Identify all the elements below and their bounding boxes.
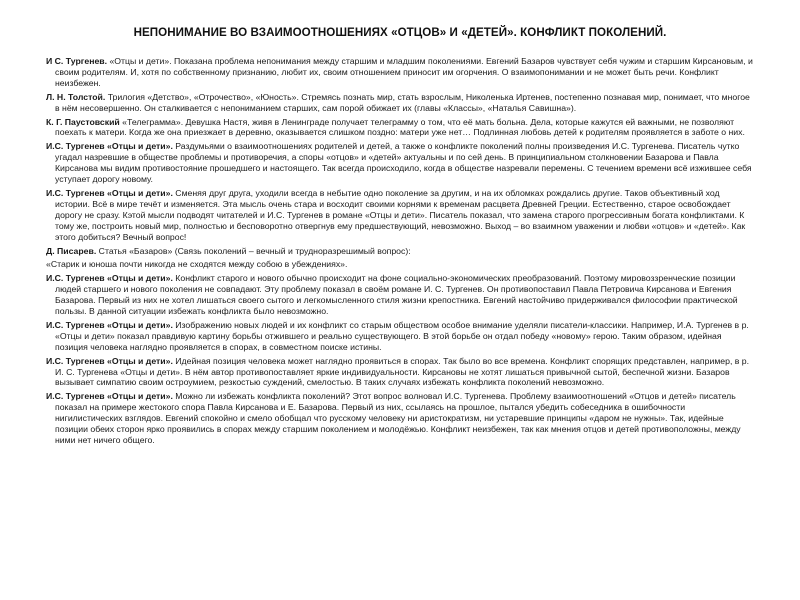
entry-author: И.С. Тургенев «Отцы и дети». [46, 273, 173, 284]
entry-author: Д. Писарев. [46, 245, 97, 256]
entry-author: И.С. Тургенев «Отцы и дети». [46, 187, 173, 198]
entry-text: Трилогия «Детство», «Отрочество», «Юность». Стремясь познать мир, стать взрослым, Николенька Иртенев, постепенно познавая мир, понимает, что многое в нём несовершенно. Он сталкивается с непониманием старших, сам порой обижает их (главы «Классы», «Наталья Савишна»). [55, 91, 750, 113]
entry-turgenev-5 [46, 320, 754, 353]
entries-list [46, 56, 754, 446]
entry-pisarev-quote [46, 259, 754, 270]
entry-text: Можно ли избежать конфликта поколений? Этот вопрос волновал И.С. Тургенева. Проблему взаимоотношений «Отцов и детей» писатель показал на примере жестокого спора Павла Кирсанова и Е. Базарова. Первый из них, ссылаясь на прошлое, пытался убедить собеседника в ошибочности нигилистических взглядов. Евгений спокойно и смело обобщал что русскому человеку ни аристократизм, ни устаревшие принципы «даром не нужны». Так, идейные позиции обеих сторон ярко проявились в спорах между старшим поколением и молодёжью. Конфликт неизбежен, так как мнения отцов и детей противоположны, между ними нет ничего общего. [55, 391, 741, 445]
entry-turgenev-2 [46, 141, 754, 185]
entry-author: И С. Тургенев. [46, 56, 108, 66]
entry-author: И.С. Тургенев «Отцы и дети». [46, 355, 173, 366]
entry-author: Л. Н. Толстой. [46, 91, 106, 102]
entry-tolstoy [46, 92, 754, 114]
entry-text: «Телеграмма». Девушка Настя, живя в Ленинграде получает телеграмму о том, что её мать больна. Дела, которые кажутся ей важными, не позволяют поехать к матери. Когда же она приезжает в деревню, оказывается слишком поздно: матери уже нет… Подлинная любовь детей к родителям проявляется в заботе о них. [55, 116, 745, 138]
entry-paustovsky [46, 117, 754, 139]
entry-text: Раздумьями о взаимоотношениях родителей и детей, а также о конфликте поколений полны произведения И.С. Тургенева. Писатель чутко угадал назревшие в обществе проблемы и противоречия, а споры «отцов» и «детей» актуальны и по сей день. В принципиальном столкновении Базарова и Павла Кирсанова мы видим противостояние прошедшего и настоящего. Так всегда происходило, когда в обществе назревали перемены. С течением времени всё изжившее себя уступает дорогу новому. [55, 141, 752, 185]
entry-text: Сменяя друг друга, уходили всегда в небытие одно поколение за другим, и на их обломках рождались другие. Таков объективный ход истории. Всё в мире течёт и изменяется. Эта мысль очень стара и восходит своими корнями к временам расцвета Древней Греции. Естественно, старое освобождает дорогу не сразу. Кэтой мысли подводят читателей и И.С. Тургенев в романе «Отцы и дети». Писатель показал, что замена старого прогрессивным богата конфликтами. К тому же, построить новый мир, полностью и бесповоротно отвергнув ему предшествующий, невозможно. Выход – во взаимном уважении и любви «отцов» и «детей». Как этого добиться? Вечный вопрос! [55, 187, 746, 242]
entry-author: И.С. Тургенев «Отцы и дети». [46, 319, 173, 330]
entry-text: «Старик и юноша почти никогда не сходятся между собою в убеждениях». [46, 259, 348, 270]
entry-author: И.С. Тургенев «Отцы и дети». [46, 391, 173, 402]
entry-text: Статья «Базаров» (Связь поколений – вечный и трудноразрешимый вопрос): [96, 245, 411, 256]
entry-turgenev-7 [46, 391, 754, 446]
entry-turgenev-3 [46, 188, 754, 243]
page-title: НЕПОНИМАНИЕ ВО ВЗАИМООТНОШЕНИЯХ «ОТЦОВ» И «ДЕТЕЙ». КОНФЛИКТ ПОКОЛЕНИЙ. [133, 26, 667, 39]
entry-pisarev [46, 246, 754, 257]
entry-text: Идейная позиция человека может наглядно проявиться в спорах. Так было во все времена. Конфликт спорящих представлен, например, в р. И. С. Тургенева «Отцы и дети». В нём автор противопоставляет яркие индивидуальности. Кирсановы не хотят лишаться привычной сытой, беспечной жизни. Базаров вызывает симпатию своим остроумием, резкостью суждений, смелостью. В таких случаях избежать конфликта поколений невозможно. [55, 355, 750, 388]
entry-text: Конфликт старого и нового обычно происходит на фоне социально-экономических преобразований. Поэтому мировоззренческие позиции людей старшего и нового поколения не совпадают. Эту проблему показал в своём романе И. С. Тургенев. Он противопоставил Павла Петровича Кирсанова и Евгения Базарова. Первый из них не хотел лишаться своего сытого и легкомысленного стиля жизни крепостника. Евгений настойчиво придерживался философии практической пользы. В данной ситуации избежать конфликта было невозможно. [55, 273, 738, 317]
entry-author: К. Г. Паустовский [46, 116, 120, 127]
entry-turgenev-4 [46, 273, 754, 317]
entry-turgenev-1 [46, 56, 754, 89]
entry-text: «Отцы и дети». Показана проблема непонимания между старшим и младшим поколениями. Евгений Базаров чувствует себя чужим и старшим Кирсановым, и своим родителям. И, хотя по собственному признанию, любит их, своим отношением приносит им огорчения. О взаимопонимании и не может быть речи. Конфликт неизбежен. [55, 56, 753, 88]
entry-text: Изображению новых людей и их конфликт со старым обществом особое внимание уделяли писатели-классики. Например, И.А. Тургенев в р. «Отцы и дети» показал правдивую картину борьбы отжившего и реально существующего. В этой борьбе он отдал победу «новому» герою. Таким образом, идейная позиция человека наглядно проявляется в спорах, в совместном поиске истины. [55, 319, 749, 352]
entry-turgenev-6 [46, 356, 754, 389]
entry-author: И.С. Тургенев «Отцы и дети». [46, 141, 173, 152]
